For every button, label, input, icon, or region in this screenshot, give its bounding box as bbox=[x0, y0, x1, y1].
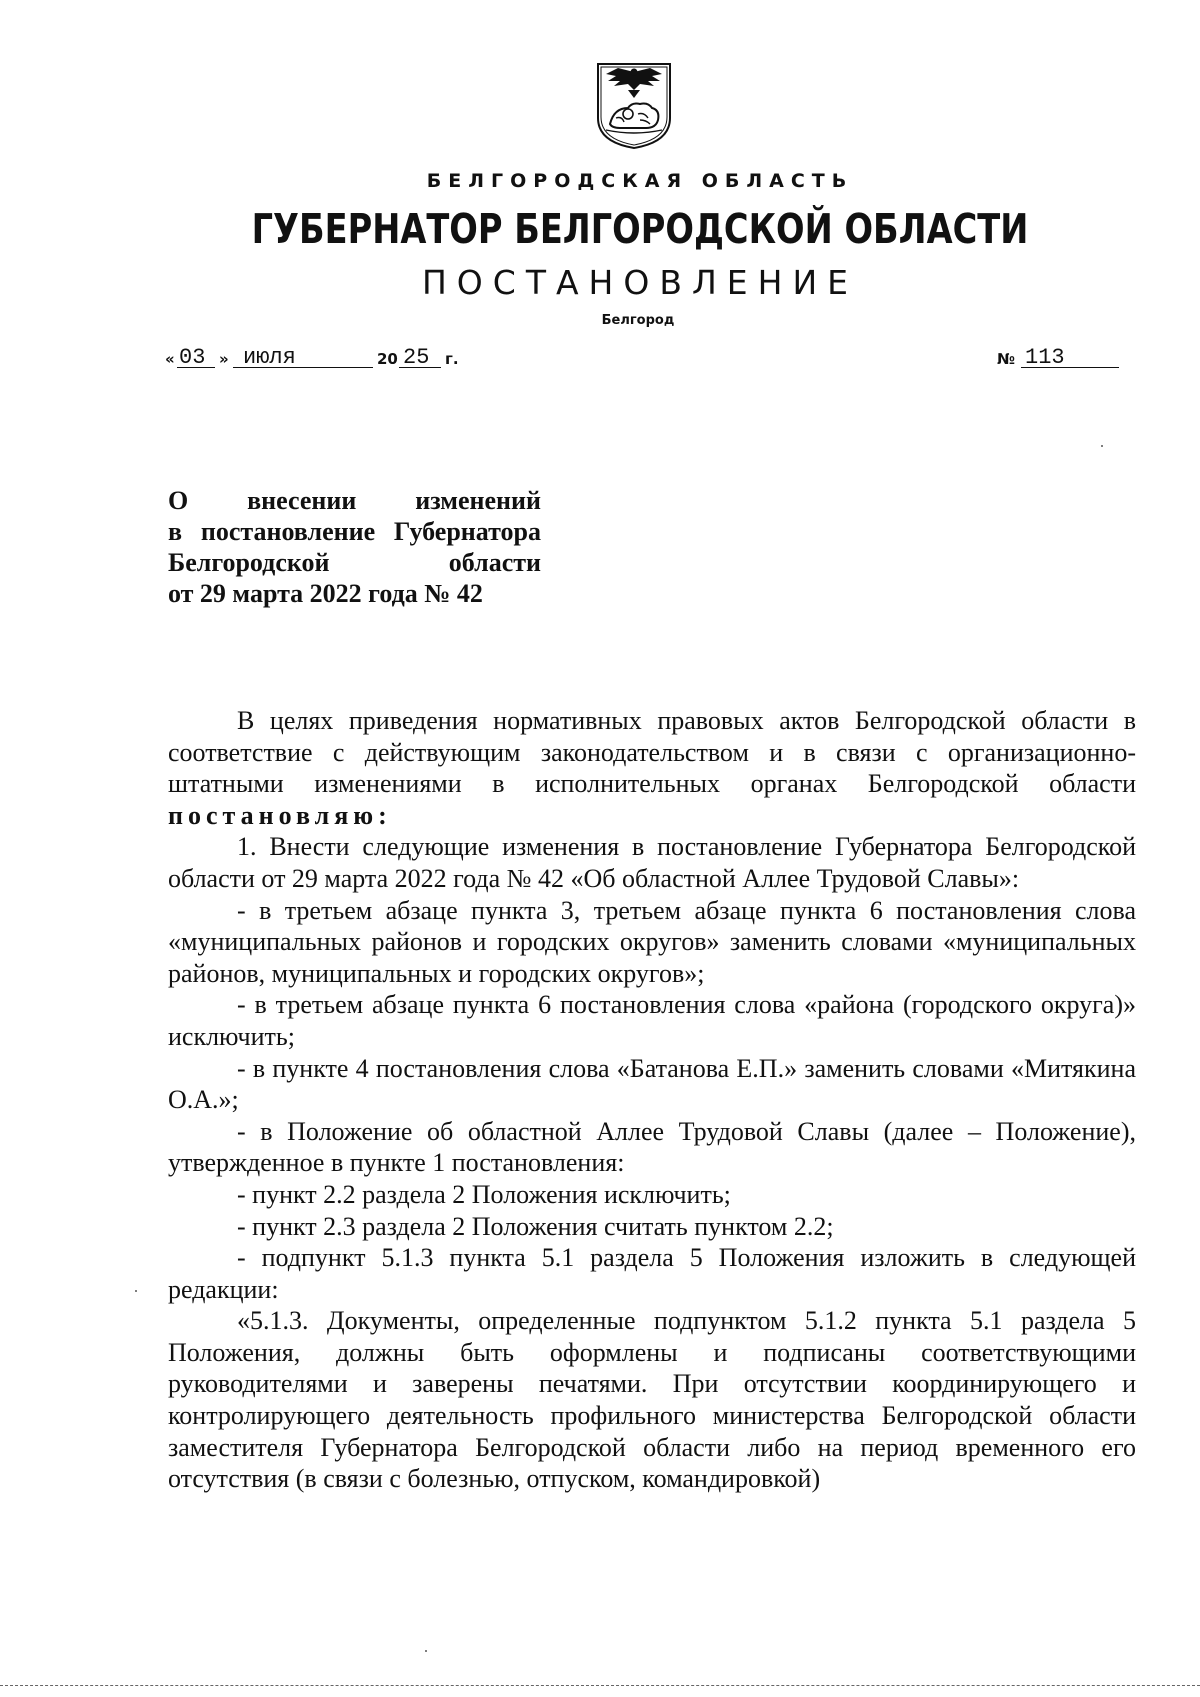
date-month: июля bbox=[243, 345, 296, 370]
date-number-line bbox=[165, 338, 1120, 372]
scan-speck bbox=[1101, 445, 1103, 447]
page-bottom-edge bbox=[0, 1685, 1200, 1686]
date-year-unit: г. bbox=[445, 350, 459, 368]
intro-text: В целях приведения нормативных правовых актов Белгородской области в соответствие с действующим законодательством и в связи с организационно-штатными изменениями в исполнительных органах Белгородской области bbox=[168, 706, 1136, 799]
document-title bbox=[168, 485, 541, 609]
body-paragraph: - подпункт 5.1.3 пункта 5.1 раздела 5 Положения изложить в следующей редакции: bbox=[168, 1243, 1136, 1304]
title-line: от 29 марта 2022 года № 42 bbox=[168, 579, 483, 608]
document-body bbox=[168, 705, 1136, 1495]
body-paragraph: - пункт 2.2 раздела 2 Положения исключить; bbox=[237, 1179, 731, 1209]
scan-speck bbox=[425, 1650, 427, 1652]
governor-heading: ГУБЕРНАТОР БЕЛГОРОДСКОЙ ОБЛАСТИ bbox=[251, 205, 1029, 253]
body-paragraph: - пункт 2.3 раздела 2 Положения считать пунктом 2.2; bbox=[237, 1211, 834, 1241]
body-paragraph: 1. Внести следующие изменения в постановление Губернатора Белгородской области от 29 марта 2022 года № 42 «Об областной Аллее Трудовой Славы»: bbox=[168, 832, 1136, 893]
region-heading: БЕЛГОРОДСКАЯ ОБЛАСТЬ bbox=[426, 170, 854, 192]
city-label: Белгород bbox=[601, 313, 675, 328]
date-close-quote: » bbox=[219, 350, 229, 368]
body-paragraph: - в Положение об областной Аллее Трудовой Славы (далее – Положение), утвержденное в пункте 1 постановления: bbox=[168, 1116, 1136, 1178]
date-year-suffix: 25 bbox=[403, 345, 430, 370]
date-open-quote: « bbox=[165, 350, 175, 368]
body-paragraph: - в третьем абзаце пункта 3, третьем абзаце пункта 6 постановления слова «муниципальных районов и городских округов» заменить словами «муниципальных районов, муниципальных и городских округов»; bbox=[168, 895, 1136, 988]
number-label: № bbox=[997, 350, 1016, 368]
title-line: Белгородской области bbox=[168, 548, 541, 577]
document-number: 113 bbox=[1025, 345, 1065, 370]
date-day: 03 bbox=[179, 345, 206, 370]
date-year-prefix: 20 bbox=[377, 350, 398, 368]
resolve-word: постановляю: bbox=[168, 800, 392, 830]
document-type-heading: ПОСТАНОВЛЕНИЕ bbox=[421, 263, 858, 302]
title-line: О внесении изменений bbox=[168, 486, 541, 515]
title-line: в постановление Губернатора bbox=[168, 517, 541, 546]
body-paragraph: - в третьем абзаце пункта 6 постановления слова «района (городского округа)» исключить; bbox=[168, 990, 1136, 1051]
body-paragraph: «5.1.3. Документы, определенные подпунктом 5.1.2 пункта 5.1 раздела 5 Положения, должны быть оформлены и подписаны соответствующими руководителями и заверены печатями. При отсутствии координирующего и контролирующего деятельность профильного министерства Белгородской области заместителя Губернатора Белгородской области либо на период временного его отсутствия (в связи с болезнью, отпуском, командировкой) bbox=[168, 1306, 1136, 1494]
coat-of-arms-icon bbox=[588, 58, 680, 150]
body-paragraph: - в пункте 4 постановления слова «Батанова Е.П.» заменить словами «Митякина О.А.»; bbox=[168, 1053, 1136, 1115]
scan-speck bbox=[135, 1290, 137, 1292]
body-intro bbox=[168, 705, 1136, 831]
